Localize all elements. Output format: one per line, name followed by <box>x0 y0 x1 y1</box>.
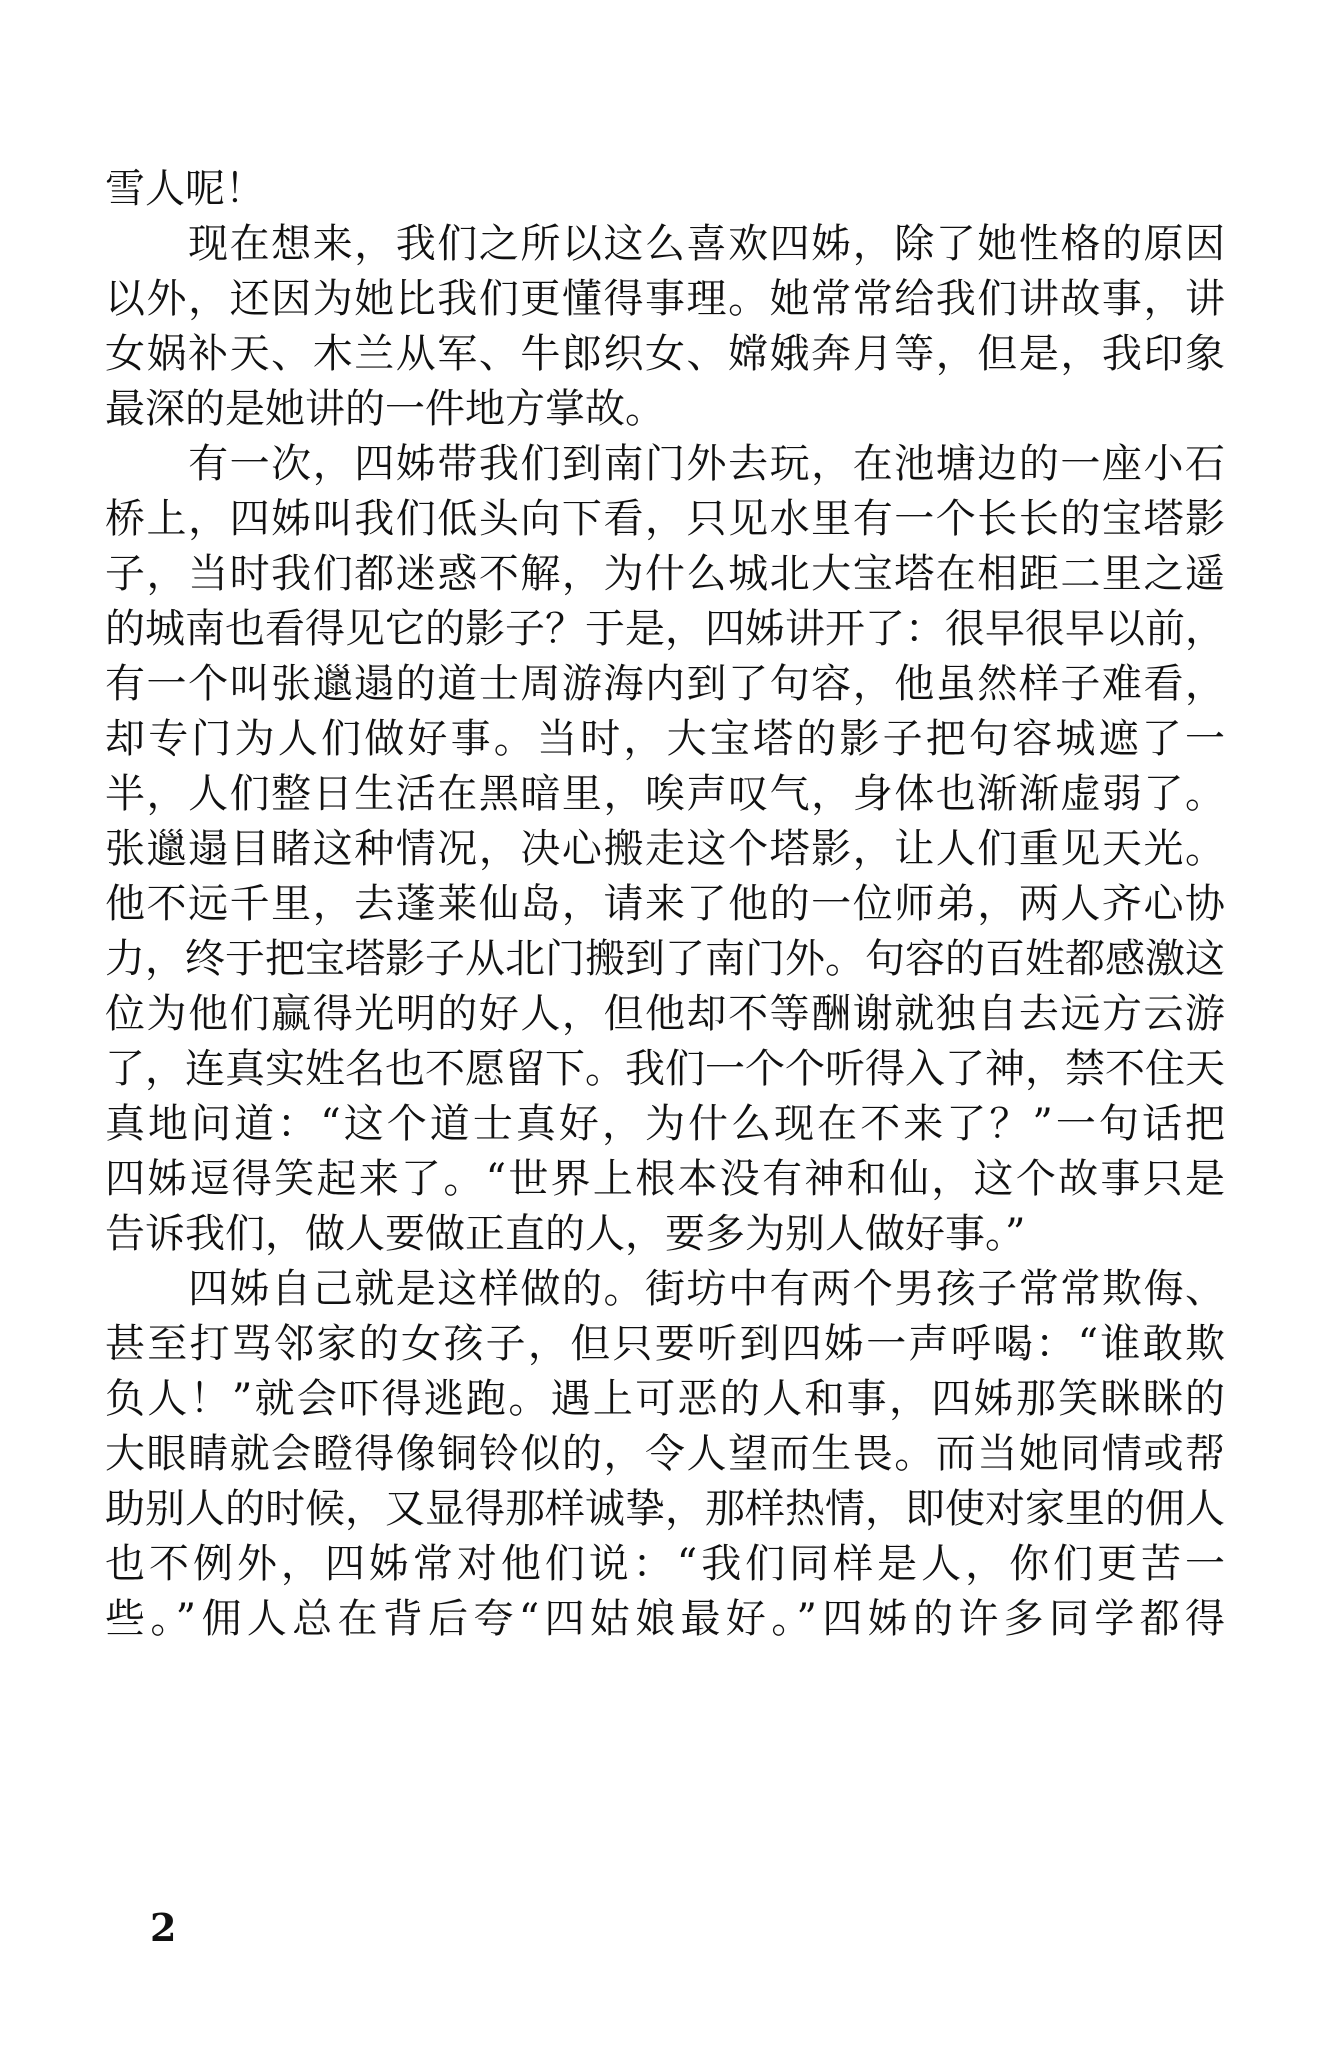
text-line: 女娲补天、木兰从军、牛郎织女、嫦娥奔月等，但是，我印象 <box>105 331 1225 377</box>
text-line: 位为他们赢得光明的好人，但他却不等酬谢就独自去远方云游 <box>105 991 1225 1037</box>
body-text <box>105 162 1225 1647</box>
text-line: 的城南也看得见它的影子？于是，四姊讲开了：很早很早以前， <box>105 606 1225 652</box>
text-line: 却专门为人们做好事。当时，大宝塔的影子把句容城遮了一 <box>105 716 1225 762</box>
text-line: 四姊逗得笑起来了。“世界上根本没有神和仙，这个故事只是 <box>105 1156 1225 1202</box>
text-line: 以外，还因为她比我们更懂得事理。她常常给我们讲故事，讲 <box>105 276 1225 322</box>
text-line: 子，当时我们都迷惑不解，为什么城北大宝塔在相距二里之遥 <box>105 551 1225 597</box>
text-line: 负人！”就会吓得逃跑。遇上可恶的人和事，四姊那笑眯眯的 <box>105 1376 1225 1422</box>
text-line: 助别人的时候，又显得那样诚挚，那样热情，即使对家里的佣人 <box>105 1486 1225 1532</box>
text-line: 了，连真实姓名也不愿留下。我们一个个听得入了神，禁不住天 <box>105 1046 1225 1092</box>
text-line: 雪人呢！ <box>105 166 265 212</box>
text-line: 大眼睛就会瞪得像铜铃似的，令人望而生畏。而当她同情或帮 <box>105 1431 1225 1477</box>
text-line: 有一个叫张邋遢的道士周游海内到了句容，他虽然样子难看， <box>105 661 1225 707</box>
text-line: 四姊自己就是这样做的。街坊中有两个男孩子常常欺侮、 <box>105 1266 1225 1312</box>
text-line: 桥上，四姊叫我们低头向下看，只见水里有一个长长的宝塔影 <box>105 496 1225 542</box>
text-line: 半，人们整日生活在黑暗里，唉声叹气，身体也渐渐虚弱了。 <box>105 771 1225 817</box>
text-line: 有一次，四姊带我们到南门外去玩，在池塘边的一座小石 <box>105 441 1225 487</box>
text-line: 告诉我们，做人要做正直的人，要多为别人做好事。” <box>105 1211 1026 1257</box>
page-number: 2 <box>150 1905 177 1950</box>
text-line: 真地问道：“这个道士真好，为什么现在不来了？”一句话把 <box>105 1101 1225 1147</box>
text-line: 他不远千里，去蓬莱仙岛，请来了他的一位师弟，两人齐心协 <box>105 881 1225 927</box>
text-line: 些。”佣人总在背后夸“四姑娘最好。”四姊的许多同学都得 <box>105 1596 1225 1642</box>
text-line: 最深的是她讲的一件地方掌故。 <box>105 386 665 432</box>
text-line: 甚至打骂邻家的女孩子，但只要听到四姊一声呼喝：“谁敢欺 <box>105 1321 1225 1367</box>
text-line: 也不例外，四姊常对他们说：“我们同样是人，你们更苦一 <box>105 1541 1225 1587</box>
text-line: 力，终于把宝塔影子从北门搬到了南门外。句容的百姓都感激这 <box>105 936 1225 982</box>
text-line: 现在想来，我们之所以这么喜欢四姊，除了她性格的原因 <box>105 221 1225 267</box>
text-line: 张邋遢目睹这种情况，决心搬走这个塔影，让人们重见天光。 <box>105 826 1225 872</box>
